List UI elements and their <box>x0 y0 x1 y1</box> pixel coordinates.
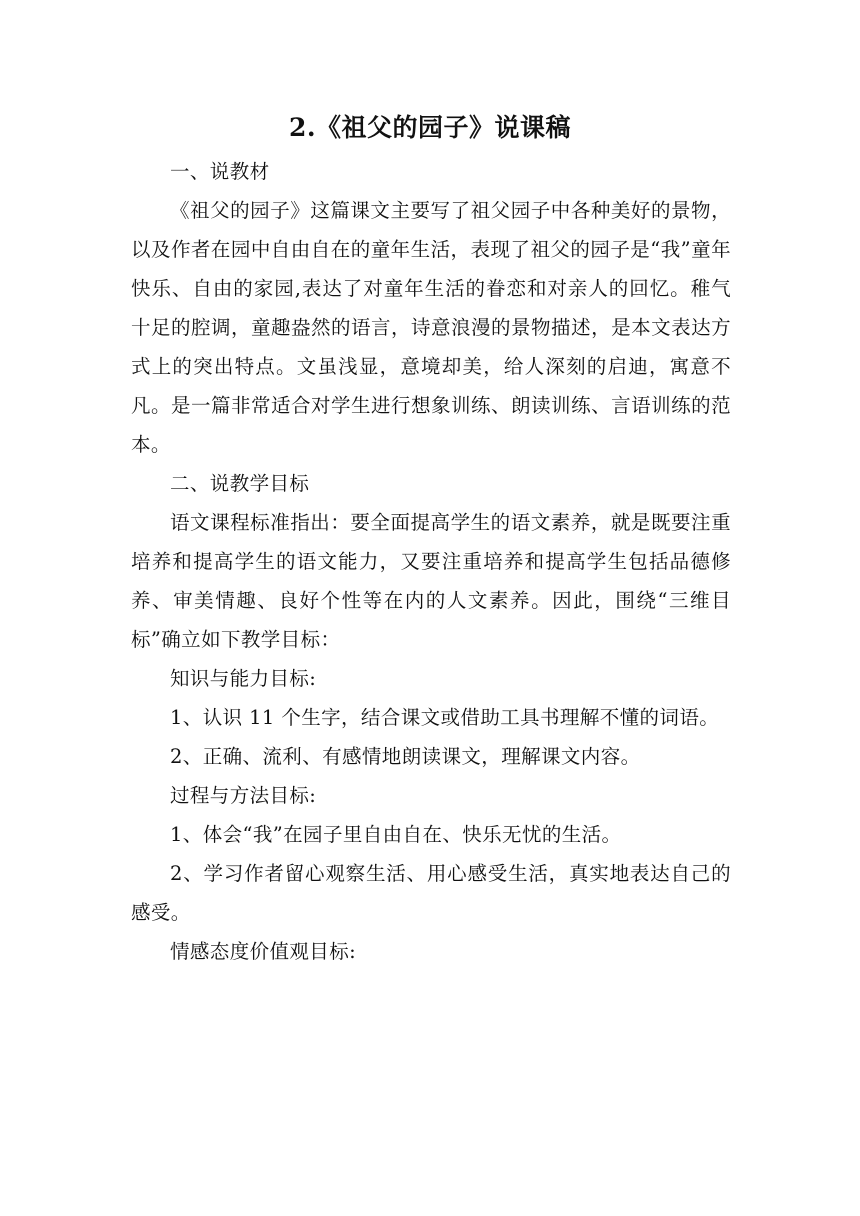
subheading-knowledge-ability: 知识与能力目标: <box>170 667 317 690</box>
objective-item: 1、认识 11 个生字，结合课文或借助工具书理解不懂的词语。 <box>170 706 720 729</box>
section-heading-textbook: 一、说教材 <box>170 160 270 183</box>
objective-item: 2、学习作者留心观察生活、用心感受生活，真实地表达自己的感受。 <box>131 862 731 924</box>
paragraph-curriculum-standard: 语文课程标准指出：要全面提高学生的语文素养，就是既要注重培养和提高学生的语文能力，又要注重培养和提高学生包括品德修养、审美情趣、良好个性等在内的人文素养。因此，围绕“三维目标”确立如下教学目标： <box>131 511 731 651</box>
section-heading-objectives: 二、说教学目标 <box>170 472 310 495</box>
subheading-emotion-values: 情感态度价值观目标: <box>170 940 357 963</box>
objective-item: 2、正确、流利、有感情地朗读课文，理解课文内容。 <box>170 745 641 768</box>
paragraph-textbook-description: 《祖父的园子》这篇课文主要写了祖父园子中各种美好的景物，以及作者在园中自由自在的童年生活，表现了祖父的园子是“我”童年快乐、自由的家园,表达了对童年生活的眷恋和对亲人的回忆。稚气十足的腔调，童趣盎然的语言，诗意浪漫的景物描述，是本文表达方式上的突出特点。文虽浅显，意境却美，给人深刻的启迪，寓意不凡。是一篇非常适合对学生进行想象训练、朗读训练、言语训练的范本。 <box>131 199 731 456</box>
document-body <box>131 152 731 971</box>
objective-item: 1、体会“我”在园子里自由自在、快乐无忧的生活。 <box>170 823 622 846</box>
page-title: 2.《祖父的园子》说课稿 <box>288 113 572 142</box>
subheading-process-method: 过程与方法目标: <box>170 784 317 807</box>
